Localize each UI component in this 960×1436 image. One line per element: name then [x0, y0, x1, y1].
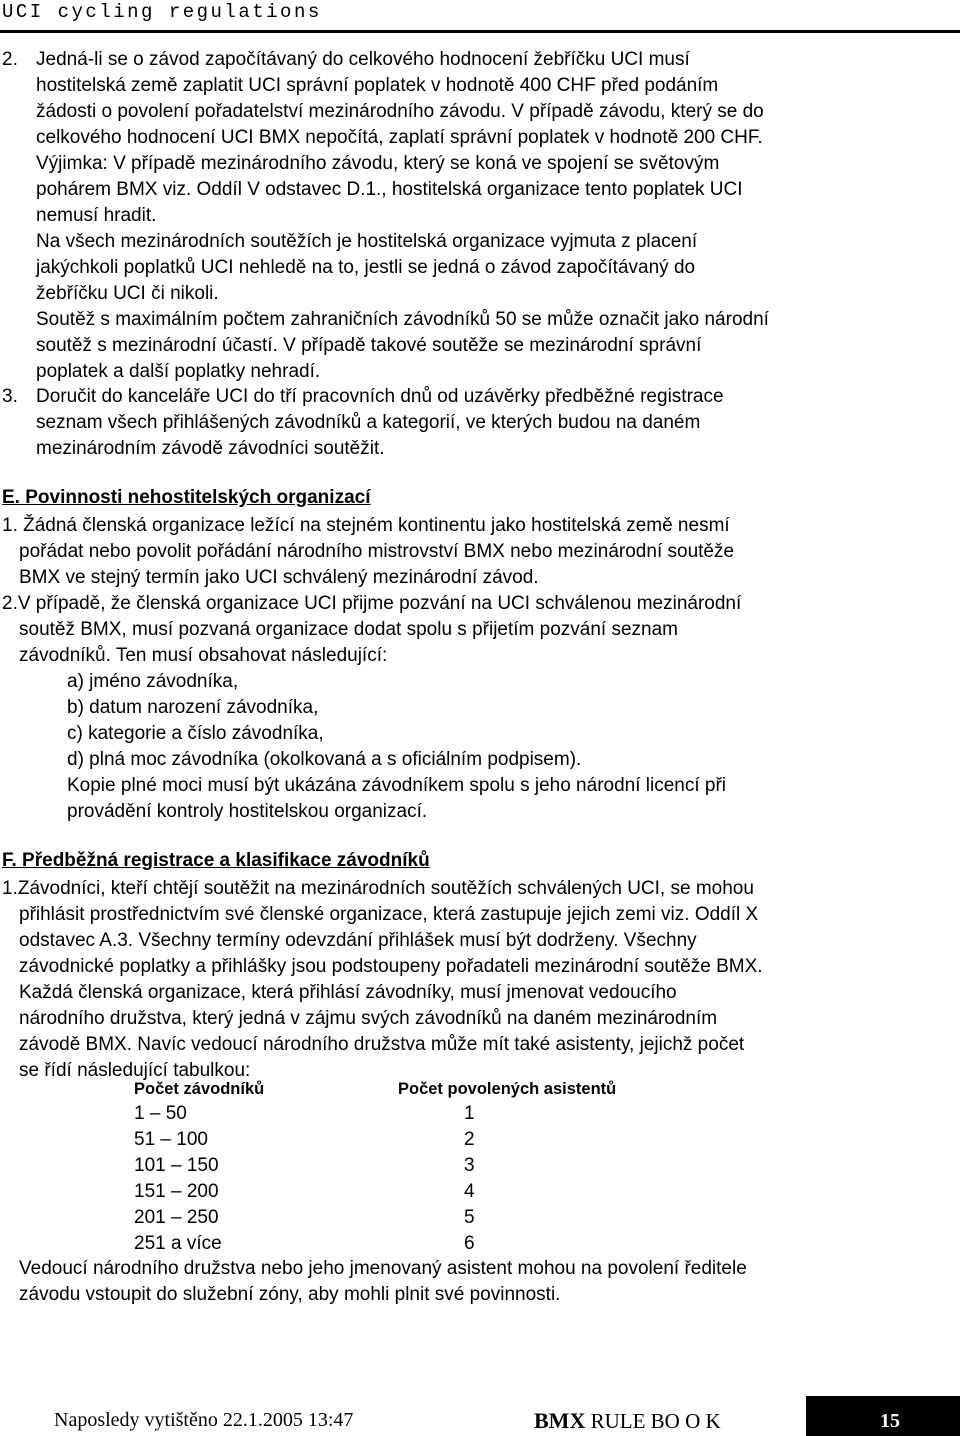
- section-f-heading: F. Předběžná registrace a klasifikace závodníků: [2, 850, 430, 871]
- page-number: 15: [880, 1410, 900, 1432]
- text-line: poplatek a další poplatky nehradí.: [36, 361, 321, 382]
- text-line: seznam všech přihlášených závodníků a kategorií, ve kterých budou na daném: [36, 412, 701, 433]
- list-item: b) datum narození závodníka,: [67, 697, 319, 718]
- text-line: provádění kontroly hostitelskou organizací.: [67, 801, 428, 822]
- text-line: soutěž s mezinárodní účastí. V případě takové soutěže se mezinárodní správní: [36, 335, 702, 356]
- table-cell: 1: [464, 1103, 475, 1124]
- text-line: 2.V případě, že členská organizace UCI přijme pozvání na UCI schválenou mezinárodní: [2, 593, 742, 614]
- table-header: Počet závodníků: [134, 1080, 265, 1098]
- text-line: závodnické poplatky a přihlášky jsou podstoupeny pořadateli mezinárodní soutěže BMX.: [19, 956, 763, 977]
- table-cell: 51 – 100: [134, 1129, 208, 1150]
- text-line: mezinárodním závodě závodníci soutěžit.: [36, 438, 385, 459]
- footer-book-rest: RULE BO O K: [585, 1409, 721, 1433]
- text-line: Každá členská organizace, která přihlásí závodníky, musí jmenovat vedoucího: [19, 982, 677, 1003]
- page-number-box: [806, 1396, 960, 1436]
- table-cell: 3: [464, 1155, 475, 1176]
- table-header: Počet povolených asistentů: [398, 1080, 617, 1098]
- text-line: celkového hodnocení UCI BMX nepočítá, zaplatí správní poplatek v hodnotě 200 CHF.: [36, 127, 763, 148]
- text-line: Doručit do kanceláře UCI do tří pracovních dnů od uzávěrky předběžné registrace: [36, 386, 724, 407]
- text-line: nemusí hradit.: [36, 205, 157, 226]
- table-cell: 6: [464, 1233, 475, 1254]
- table-cell: 151 – 200: [134, 1181, 219, 1202]
- text-line: Jedná-li se o závod započítávaný do celkového hodnocení žebříčku UCI musí: [36, 49, 690, 70]
- table-cell: 5: [464, 1207, 475, 1228]
- text-line: se řídí následující tabulkou:: [19, 1060, 251, 1081]
- text-line: jakýchkoli poplatků UCI nehledě na to, jestli se jedná o závod započítávaný do: [36, 257, 696, 278]
- table-cell: 1 – 50: [134, 1103, 187, 1124]
- footer-book-title: [534, 1408, 721, 1434]
- list-item: c) kategorie a číslo závodníka,: [67, 723, 324, 744]
- text-line: přihlásit prostřednictvím své členské organizace, která zastupuje jejich zemi viz. Oddíl X: [19, 904, 759, 925]
- text-line: závodníků. Ten musí obsahovat následující:: [19, 645, 388, 666]
- list-item: d) plná moc závodníka (okolkovaná a s oficiálním podpisem).: [67, 749, 582, 770]
- footer-book-bold: BMX: [534, 1408, 586, 1433]
- text-line: závodě BMX. Navíc vedoucí národního družstva může mít také asistenty, jejichž počet: [19, 1034, 745, 1055]
- header-title: UCI cycling regulations: [2, 1, 322, 23]
- table-cell: 2: [464, 1129, 475, 1150]
- section-e-heading: E. Povinnosti nehostitelských organizací: [2, 487, 371, 508]
- text-line: hostitelská země zaplatit UCI správní poplatek v hodnotě 400 CHF před podáním: [36, 75, 719, 96]
- text-line: žádosti o povolení pořadatelství mezinárodního závodu. V případě závodu, který se do: [36, 101, 764, 122]
- text-line: odstavec A.3. Všechny termíny odevzdání přihlášek musí být dodrženy. Všechny: [19, 930, 697, 951]
- item-number: 2.: [2, 49, 18, 70]
- text-line: soutěž BMX, musí pozvaná organizace dodat spolu s přijetím pozvání seznam: [19, 619, 679, 640]
- text-line: Soutěž s maximálním počtem zahraničních závodníků 50 se může označit jako národní: [36, 309, 769, 330]
- text-line: národního družstva, který jedná v zájmu svých závodníků na daném mezinárodním: [19, 1008, 718, 1029]
- text-line: 1.Závodníci, kteří chtějí soutěžit na mezinárodních soutěžích schválených UCI, se mohou: [2, 878, 754, 899]
- text-line: 1. Žádná členská organizace ležící na stejném kontinentu jako hostitelská země nesmí: [2, 515, 730, 536]
- page-header: [0, 0, 960, 33]
- item-number: 3.: [2, 386, 18, 407]
- text-line: BMX ve stejný termín jako UCI schválený mezinárodní závod.: [19, 567, 539, 588]
- text-line: Kopie plné moci musí být ukázána závodníkem spolu s jeho národní licencí při: [67, 775, 727, 796]
- table-cell: 201 – 250: [134, 1207, 219, 1228]
- footer-print-date: Naposledy vytištěno 22.1.2005 13:47: [54, 1409, 354, 1431]
- text-line: závodu vstoupit do služební zóny, aby mohli plnit své povinnosti.: [19, 1284, 561, 1305]
- table-cell: 101 – 150: [134, 1155, 219, 1176]
- text-line: Na všech mezinárodních soutěžích je hostitelská organizace vyjmuta z placení: [36, 231, 698, 252]
- text-line: žebříčku UCI či nikoli.: [36, 283, 219, 304]
- list-item: a) jméno závodníka,: [67, 671, 239, 692]
- text-line: pohárem BMX viz. Oddíl V odstavec D.1., hostitelská organizace tento poplatek UCI: [36, 179, 743, 200]
- text-line: Vedoucí národního družstva nebo jeho jmenovaný asistent mohou na povolení ředitele: [19, 1258, 747, 1279]
- table-cell: 251 a více: [134, 1233, 222, 1254]
- text-line: Výjimka: V případě mezinárodního závodu, který se koná ve spojení se světovým: [36, 153, 720, 174]
- table-cell: 4: [464, 1181, 475, 1202]
- text-line: pořádat nebo povolit pořádání národního mistrovství BMX nebo mezinárodní soutěže: [19, 541, 735, 562]
